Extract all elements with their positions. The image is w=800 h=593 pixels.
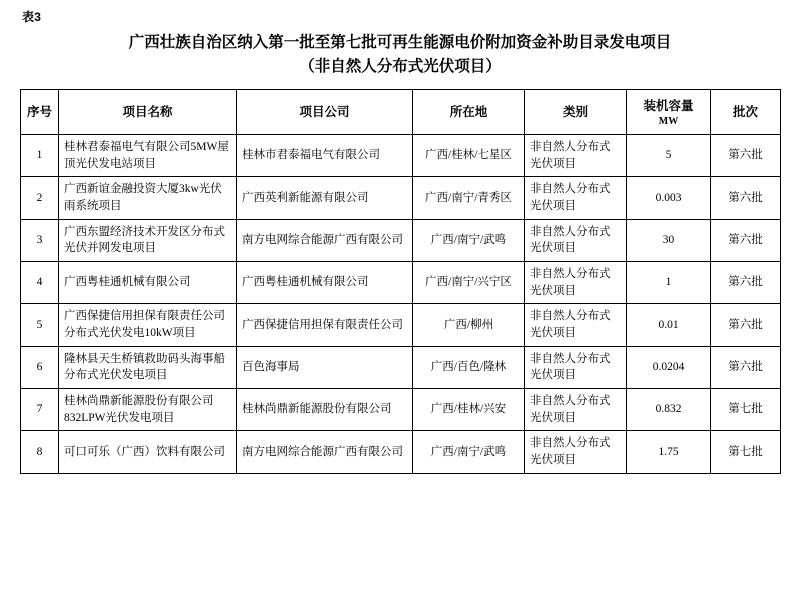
- cell-location: 广西/柳州: [413, 304, 525, 346]
- column-header-location: 所在地: [413, 90, 525, 135]
- cell-location: 广西/百色/隆林: [413, 346, 525, 388]
- cell-capacity: 0.832: [627, 389, 711, 431]
- table-row: [21, 431, 781, 473]
- column-header-capacity-unit: MW: [658, 115, 679, 127]
- page-title-line2: （非自然人分布式光伏项目）: [299, 58, 501, 76]
- cell-batch: 第六批: [711, 346, 781, 388]
- cell-project-company: 桂林尚鼎新能源股份有限公司: [237, 389, 413, 431]
- cell-capacity: 1: [627, 262, 711, 304]
- table-row: [21, 304, 781, 346]
- cell-batch: 第六批: [711, 177, 781, 219]
- cell-project-company: 南方电网综合能源广西有限公司: [237, 219, 413, 261]
- table-row: [21, 135, 781, 177]
- cell-index: 2: [21, 177, 59, 219]
- cell-category: 非自然人分布式光伏项目: [525, 135, 627, 177]
- cell-category: 非自然人分布式光伏项目: [525, 346, 627, 388]
- cell-project-name: 可口可乐（广西）饮料有限公司: [59, 431, 237, 473]
- column-header-batch: 批次: [711, 90, 781, 135]
- cell-capacity: 30: [627, 219, 711, 261]
- cell-batch: 第七批: [711, 431, 781, 473]
- cell-batch: 第六批: [711, 219, 781, 261]
- cell-index: 3: [21, 219, 59, 261]
- cell-index: 7: [21, 389, 59, 431]
- table-row: [21, 346, 781, 388]
- cell-project-name: 广西东盟经济技术开发区分布式光伏并网发电项目: [59, 219, 237, 261]
- cell-project-name: 广西新谊金融投资大厦3kw光伏雨系统项目: [59, 177, 237, 219]
- cell-location: 广西/南宁/武鸣: [413, 431, 525, 473]
- cell-category: 非自然人分布式光伏项目: [525, 219, 627, 261]
- cell-category: 非自然人分布式光伏项目: [525, 177, 627, 219]
- cell-category: 非自然人分布式光伏项目: [525, 262, 627, 304]
- page-title: [20, 27, 780, 89]
- cell-location: 广西/南宁/武鸣: [413, 219, 525, 261]
- cell-index: 5: [21, 304, 59, 346]
- cell-batch: 第七批: [711, 389, 781, 431]
- column-header-capacity-label: 装机容量: [643, 99, 694, 114]
- cell-project-company: 百色海事局: [237, 346, 413, 388]
- cell-capacity: 0.01: [627, 304, 711, 346]
- cell-index: 8: [21, 431, 59, 473]
- table-body: [21, 135, 781, 474]
- cell-batch: 第六批: [711, 135, 781, 177]
- table-row: [21, 219, 781, 261]
- cell-category: 非自然人分布式光伏项目: [525, 431, 627, 473]
- cell-capacity: 5: [627, 135, 711, 177]
- cell-index: 1: [21, 135, 59, 177]
- column-header-index: 序号: [21, 90, 59, 135]
- cell-location: 广西/南宁/青秀区: [413, 177, 525, 219]
- cell-location: 广西/南宁/兴宁区: [413, 262, 525, 304]
- cell-location: 广西/桂林/七星区: [413, 135, 525, 177]
- table-label: 表3: [22, 10, 42, 24]
- cell-project-name: 桂林尚鼎新能源股份有限公司832LPW光伏发电项目: [59, 389, 237, 431]
- cell-capacity: 1.75: [627, 431, 711, 473]
- cell-batch: 第六批: [711, 262, 781, 304]
- projects-table: [20, 89, 781, 474]
- page-title-line1: 广西壮族自治区纳入第一批至第七批可再生能源电价附加资金补助目录发电项目: [128, 34, 672, 51]
- table-row: [21, 389, 781, 431]
- cell-project-company: 南方电网综合能源广西有限公司: [237, 431, 413, 473]
- cell-capacity: 0.003: [627, 177, 711, 219]
- cell-batch: 第六批: [711, 304, 781, 346]
- cell-project-company: 桂林市君泰福电气有限公司: [237, 135, 413, 177]
- table-header: [21, 90, 781, 135]
- cell-index: 4: [21, 262, 59, 304]
- cell-category: 非自然人分布式光伏项目: [525, 389, 627, 431]
- cell-project-name: 隆林县天生桥镇救助码头海事船分布式光伏发电项目: [59, 346, 237, 388]
- table-row: [21, 177, 781, 219]
- cell-index: 6: [21, 346, 59, 388]
- table-header-row: [21, 90, 781, 135]
- column-header-project-company: 项目公司: [237, 90, 413, 135]
- table-row: [21, 262, 781, 304]
- cell-project-company: 广西英利新能源有限公司: [237, 177, 413, 219]
- cell-project-name: 广西保捷信用担保有限责任公司分布式光伏发电10kW项目: [59, 304, 237, 346]
- cell-project-company: 广西粤桂通机械有限公司: [237, 262, 413, 304]
- column-header-category: 类别: [525, 90, 627, 135]
- column-header-project-name: 项目名称: [59, 90, 237, 135]
- cell-category: 非自然人分布式光伏项目: [525, 304, 627, 346]
- cell-location: 广西/桂林/兴安: [413, 389, 525, 431]
- column-header-capacity: [627, 90, 711, 135]
- cell-project-name: 广西粤桂通机械有限公司: [59, 262, 237, 304]
- cell-project-company: 广西保捷信用担保有限责任公司: [237, 304, 413, 346]
- cell-project-name: 桂林君泰福电气有限公司5MW屋顶光伏发电站项目: [59, 135, 237, 177]
- cell-capacity: 0.0204: [627, 346, 711, 388]
